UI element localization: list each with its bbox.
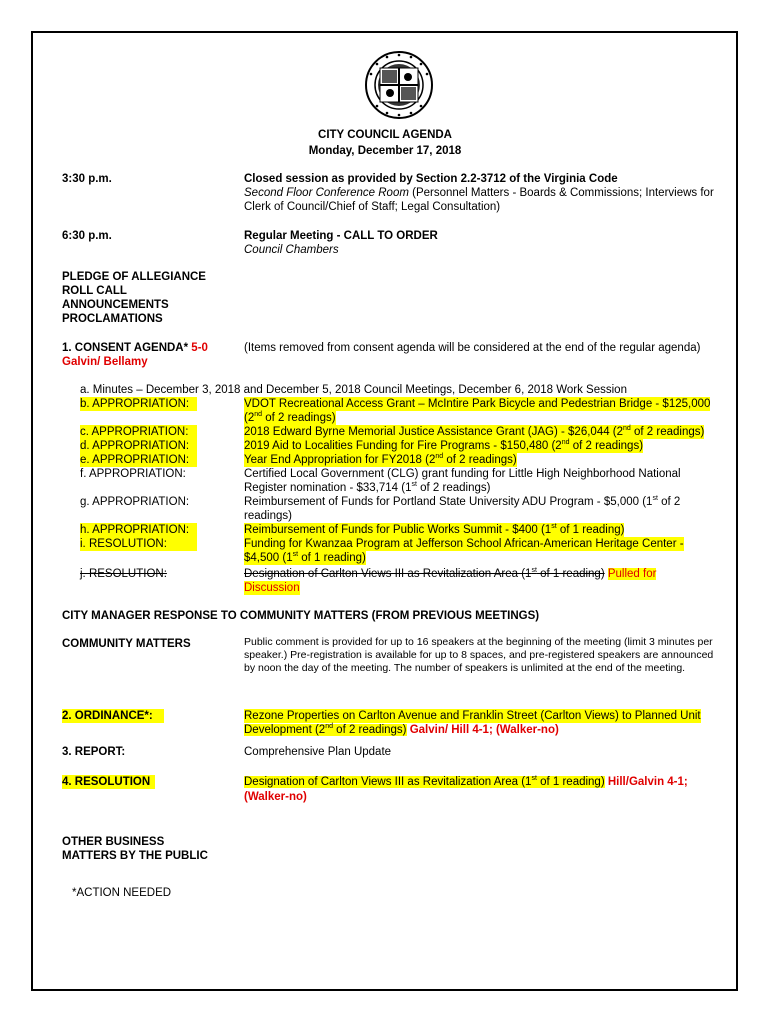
superscript: nd	[561, 439, 570, 447]
consent-item-text: Certified Local Government (CLG) grant funding for Little High Neighborhood National	[244, 468, 681, 480]
opening-item: ANNOUNCEMENTS	[62, 299, 169, 311]
ordinance-label: 2. ORDINANCE*:	[62, 709, 164, 723]
consent-label: 1. CONSENT AGENDA*	[62, 342, 189, 354]
consent-note: (Items removed from consent agenda will be considered at the end of the regular agenda)	[244, 342, 701, 354]
text-part: of 2	[657, 496, 681, 508]
community-text: speaker.) Pre-registration is available for up to 8 spaces, and pre-registered speakers are announced	[244, 649, 714, 661]
text-part: Year End Appropriation for FY2018 (2	[244, 454, 436, 466]
text-part: Register nomination - $33,714 (1	[244, 482, 412, 494]
text-part: of 2 readings)	[416, 482, 491, 494]
consent-item-text	[244, 411, 336, 425]
consent-item-text: Funding for Kwanzaa Program at Jefferson School African-American Heritage Center -	[244, 538, 684, 550]
consent-item-label: c. APPROPRIATION:	[80, 425, 197, 439]
text-part: 2019 Aid to Localities Funding for Fire Programs - $150,480 (2	[244, 440, 562, 452]
city-seal-icon	[364, 50, 434, 120]
text-part: of 2 readings)	[443, 454, 517, 466]
session-detail-2: Clerk of Council/Chief of Staff; Legal Consultation)	[244, 201, 501, 213]
text-part: of 2 readings)	[630, 426, 705, 438]
consent-agenda-label	[62, 341, 208, 355]
city-manager-heading: CITY MANAGER RESPONSE TO COMMUNITY MATTERS (FROM PREVIOUS MEETINGS)	[62, 610, 540, 622]
consent-item-label: b. APPROPRIATION:	[80, 397, 197, 411]
resolution-label: 4. RESOLUTION	[62, 775, 155, 789]
text-part: Development (2	[244, 724, 326, 736]
consent-item-label: f. APPROPRIATION:	[80, 468, 186, 480]
consent-item-text	[244, 439, 643, 453]
ordinance-text: Rezone Properties on Carlton Avenue and Franklin Street (Carlton Views) to Planned Unit	[244, 710, 701, 722]
text-part: $4,500 (1	[244, 552, 293, 564]
consent-item-text	[244, 523, 624, 537]
consent-item-a: a. Minutes – December 3, 2018 and December 5, 2018 Council Meetings, December 6, 2018 Work Session	[80, 384, 627, 396]
text-part: 2018 Edward Byrne Memorial Justice Assistance Grant (JAG) - $26,044 (2	[244, 426, 624, 438]
consent-item-text: VDOT Recreational Access Grant – McIntire Park Bicycle and Pedestrian Bridge - $125,000	[244, 398, 711, 410]
superscript: nd	[623, 425, 631, 433]
ordinance-vote: Galvin/ Hill 4-1; (Walker-no)	[409, 724, 559, 736]
consent-item-text	[244, 495, 680, 509]
consent-movers: Galvin/ Bellamy	[62, 356, 148, 368]
text-part: of 2 readings)	[262, 412, 336, 424]
session-location: Second Floor Conference Room	[244, 187, 409, 199]
text-part: Reimbursement of Funds for Public Works Summit - $400 (1	[244, 524, 552, 536]
superscript: st	[292, 551, 299, 559]
text-part: Designation of Carlton Views III as Revitalization Area (1	[244, 568, 532, 580]
superscript: nd	[325, 723, 333, 731]
superscript: nd	[254, 411, 263, 419]
struck-text	[244, 568, 605, 580]
opening-item: ROLL CALL	[62, 285, 127, 297]
session-heading: Regular Meeting - CALL TO ORDER	[244, 230, 438, 242]
session-time: 3:30 p.m.	[62, 173, 112, 185]
session-heading: Closed session as provided by Section 2.2-3712 of the Virginia Code	[244, 173, 618, 185]
consent-item-label: j. RESOLUTION:	[80, 568, 167, 580]
consent-item-text	[244, 453, 517, 467]
text-part: Reimbursement of Funds for Portland State University ADU Program - $5,000 (1	[244, 496, 653, 508]
consent-item-label: d. APPROPRIATION:	[80, 439, 197, 453]
consent-item-label: e. APPROPRIATION:	[80, 453, 197, 467]
superscript: st	[551, 523, 557, 531]
opening-item: PROCLAMATIONS	[62, 313, 163, 325]
superscript: st	[531, 775, 537, 783]
session-location-line	[244, 186, 714, 200]
text-part: Designation of Carlton Views III as Revitalization Area (1	[244, 776, 532, 788]
matters-by-public: MATTERS BY THE PUBLIC	[62, 850, 208, 862]
consent-item-text	[244, 481, 490, 495]
agenda-date: Monday, December 17, 2018	[308, 145, 462, 157]
session-detail: (Personnel Matters - Boards & Commissions; Interviews for	[408, 187, 714, 199]
text-part: of 1 reading)	[536, 776, 605, 788]
report-label: 3. REPORT:	[62, 746, 126, 758]
consent-item-text	[244, 551, 366, 565]
resolution-vote: Hill/Galvin 4-1;	[607, 776, 688, 788]
text-part: of 1 reading)	[556, 524, 625, 536]
highlighted-text	[244, 776, 605, 788]
report-text: Comprehensive Plan Update	[244, 746, 392, 758]
superscript: st	[652, 495, 658, 503]
resolution-text	[244, 775, 688, 789]
community-text: by noon the day of the meeting. The number of speakers is unlimited at the end of the meeting.	[244, 662, 686, 674]
consent-item-text	[244, 425, 704, 439]
superscript: st	[411, 481, 417, 489]
opening-item: PLEDGE OF ALLEGIANCE	[62, 271, 206, 283]
pulled-note: Pulled for	[607, 568, 657, 580]
consent-item-label: h. APPROPRIATION:	[80, 523, 197, 537]
consent-item-text: readings)	[244, 510, 292, 522]
ordinance-text-2	[244, 723, 559, 737]
highlighted-text	[244, 724, 407, 736]
agenda-title: CITY COUNCIL AGENDA	[318, 129, 452, 141]
community-text: Public comment is provided for up to 16 speakers at the beginning of the meeting (limit 3 minutes per	[244, 636, 713, 648]
other-business: OTHER BUSINESS	[62, 836, 165, 848]
resolution-vote-2: (Walker-no)	[244, 791, 307, 803]
community-matters-label: COMMUNITY MATTERS	[62, 638, 191, 650]
session-time: 6:30 p.m.	[62, 230, 112, 242]
text-part: of 2 readings)	[569, 440, 644, 452]
consent-item-label: g. APPROPRIATION:	[80, 496, 190, 508]
text-part: of 1 reading)	[536, 568, 605, 580]
pulled-note: Discussion	[244, 582, 300, 594]
session-location: Council Chambers	[244, 244, 339, 256]
superscript: nd	[435, 453, 444, 461]
consent-item-label: i. RESOLUTION:	[80, 537, 197, 551]
consent-item-text	[244, 567, 656, 581]
consent-vote: 5-0	[191, 342, 208, 354]
action-needed-footnote: *ACTION NEEDED	[72, 887, 172, 899]
superscript: st	[531, 567, 537, 575]
text-part: (2	[244, 412, 255, 424]
text-part: of 1 reading)	[298, 552, 366, 564]
text-part: of 2 readings)	[332, 724, 407, 736]
